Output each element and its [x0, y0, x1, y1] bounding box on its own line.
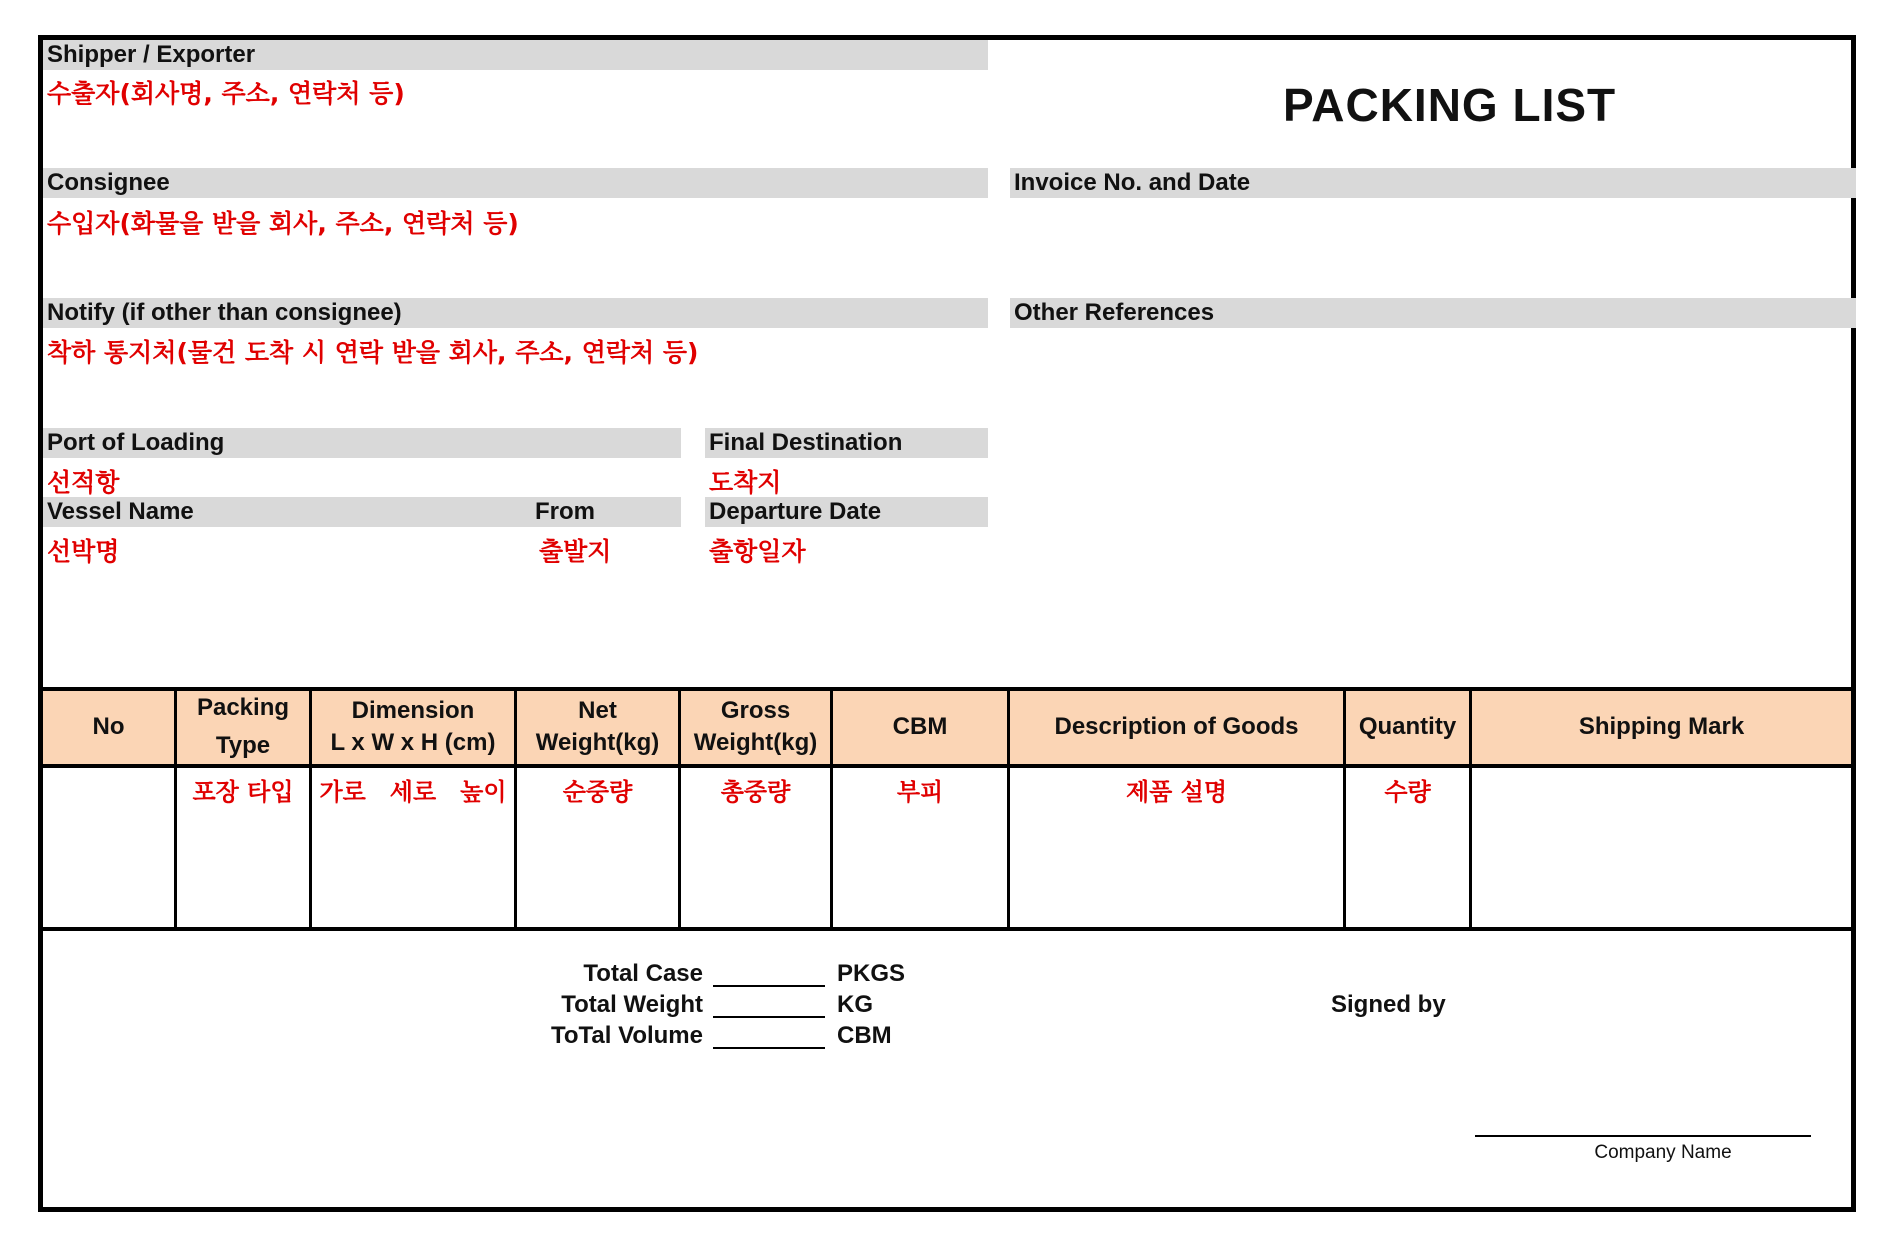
th-packing-type-line1: Packing — [196, 694, 290, 721]
total-volume-label: ToTal Volume — [550, 1022, 703, 1049]
notify-value: 착하 통지처(물건 도착 시 연락 받을 회사, 주소, 연락처 등) — [47, 338, 699, 367]
th-net-weight-line1: Net — [578, 697, 617, 724]
total-case-unit: PKGS — [837, 960, 906, 987]
th-no: No — [92, 713, 125, 740]
table-header-border — [43, 764, 1851, 768]
final-destination-label: Final Destination — [705, 428, 988, 458]
packing-list-sheet — [38, 35, 1856, 1212]
th-gross-weight-line1: Gross — [720, 697, 791, 724]
port-of-loading-label: Port of Loading — [43, 428, 681, 458]
consignee-value: 수입자(화물을 받을 회사, 주소, 연락처 등) — [47, 209, 519, 238]
notify-label: Notify (if other than consignee) — [43, 298, 988, 328]
td-packing-type: 포장 타입 — [192, 778, 294, 806]
total-case-label: Total Case — [583, 960, 703, 987]
other-references-label: Other References — [1010, 298, 1856, 328]
total-case-blank — [713, 985, 825, 987]
final-destination-value: 도착지 — [709, 468, 782, 497]
from-value: 출발지 — [539, 537, 612, 566]
th-quantity: Quantity — [1358, 713, 1457, 740]
signed-by-label: Signed by — [1331, 991, 1446, 1018]
shipper-label: Shipper / Exporter — [43, 40, 988, 70]
th-gross-weight-line2: Weight(kg) — [693, 729, 818, 756]
th-packing-type — [177, 691, 309, 763]
th-dimension-line2: L x W x H (cm) — [330, 729, 496, 756]
total-volume-blank — [713, 1047, 825, 1049]
signature-line — [1475, 1135, 1811, 1137]
th-gross-weight — [681, 691, 830, 763]
td-description: 제품 설명 — [1125, 778, 1228, 806]
total-weight-label: Total Weight — [561, 991, 703, 1018]
vessel-name-label — [43, 497, 681, 527]
from-label: From — [535, 498, 595, 525]
th-net-weight — [517, 691, 678, 763]
shipper-value: 수출자(회사명, 주소, 연락처 등) — [47, 79, 405, 108]
document-title: PACKING LIST — [1283, 79, 1617, 131]
table-bottom-border — [43, 927, 1851, 931]
company-name-label: Company Name — [1594, 1142, 1732, 1163]
total-weight-blank — [713, 1016, 825, 1018]
td-net-weight: 순중량 — [562, 778, 633, 806]
th-packing-type-line2: Type — [215, 732, 271, 759]
vessel-name-label-text: Vessel Name — [47, 498, 194, 525]
port-of-loading-value: 선적항 — [47, 468, 120, 497]
total-volume-unit: CBM — [837, 1022, 892, 1049]
departure-date-label: Departure Date — [705, 497, 988, 527]
td-dimension: 가로 세로 높이 — [319, 778, 507, 806]
th-dimension-line1: Dimension — [351, 697, 475, 724]
consignee-label: Consignee — [43, 168, 988, 198]
th-shipping-mark: Shipping Mark — [1578, 713, 1745, 740]
vessel-name-value: 선박명 — [47, 537, 120, 566]
th-cbm: CBM — [892, 713, 948, 740]
td-gross-weight: 총중량 — [720, 778, 791, 806]
td-cbm: 부피 — [896, 778, 944, 806]
th-dimension — [312, 691, 514, 763]
invoice-label: Invoice No. and Date — [1010, 168, 1856, 198]
td-quantity: 수량 — [1384, 778, 1431, 806]
total-weight-unit: KG — [837, 991, 873, 1018]
departure-date-value: 출항일자 — [709, 537, 806, 566]
th-description: Description of Goods — [1054, 713, 1299, 740]
th-net-weight-line2: Weight(kg) — [535, 729, 660, 756]
